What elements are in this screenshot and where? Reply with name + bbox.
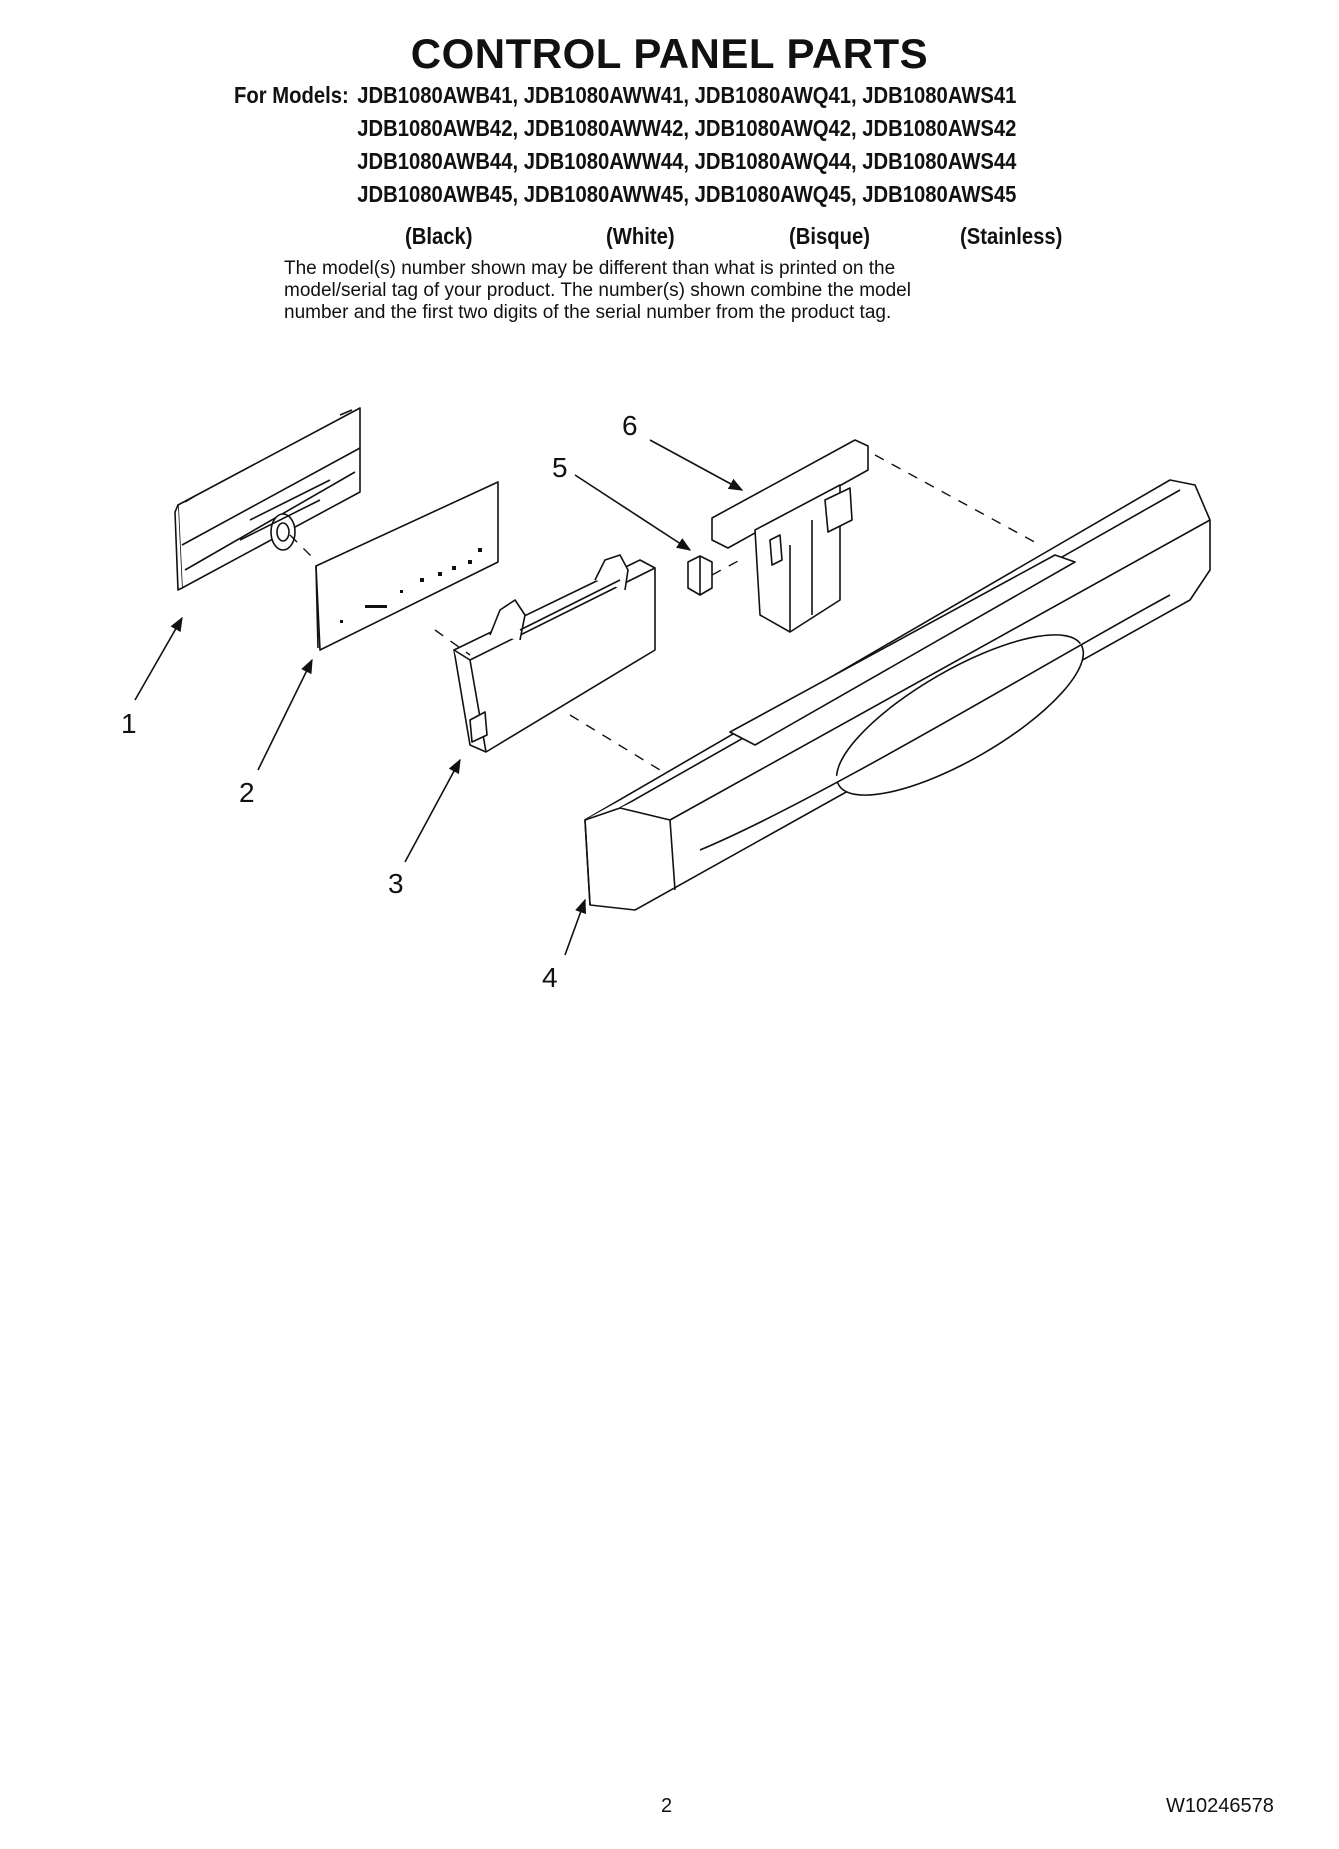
note-line: The model(s) number shown may be different than what is printed on the bbox=[284, 258, 896, 279]
note-line: model/serial tag of your product. The number(s) shown combine the model bbox=[284, 280, 911, 301]
callout-2: 2 bbox=[239, 777, 255, 808]
part-5-switch bbox=[688, 556, 712, 595]
color-white: (White) bbox=[606, 223, 675, 249]
model-row-text: JDB1080AWB42, JDB1080AWW42, JDB1080AWQ42, JDB1080AWS42 bbox=[357, 115, 1017, 141]
model-row-text: JDB1080AWB45, JDB1080AWW45, JDB1080AWQ45, JDB1080AWS45 bbox=[357, 181, 1017, 207]
part-3-housing bbox=[454, 555, 655, 752]
color-black: (Black) bbox=[405, 223, 473, 249]
part-2-control-board bbox=[316, 482, 498, 650]
part-4-control-panel bbox=[585, 480, 1210, 910]
models-label: For Models: bbox=[234, 82, 349, 108]
document-number: W10246578 bbox=[1166, 1795, 1274, 1817]
callout-3: 3 bbox=[388, 868, 404, 899]
callout-4: 4 bbox=[542, 962, 558, 993]
callout-6: 6 bbox=[622, 410, 638, 441]
callout-5: 5 bbox=[552, 452, 568, 483]
color-bisque: (Bisque) bbox=[789, 223, 870, 249]
part-6-latch bbox=[712, 440, 868, 632]
model-row-text: JDB1080AWB41, JDB1080AWW41, JDB1080AWQ41, JDB1080AWS41 bbox=[357, 82, 1017, 108]
page-number: 2 bbox=[661, 1795, 673, 1817]
page-title: CONTROL PANEL PARTS bbox=[410, 30, 929, 77]
model-row-text: JDB1080AWB44, JDB1080AWW44, JDB1080AWQ44, JDB1080AWS44 bbox=[357, 148, 1017, 174]
callout-1: 1 bbox=[121, 708, 137, 739]
color-stainless: (Stainless) bbox=[960, 223, 1063, 249]
note-line: number and the first two digits of the serial number from the product tag. bbox=[284, 302, 892, 323]
